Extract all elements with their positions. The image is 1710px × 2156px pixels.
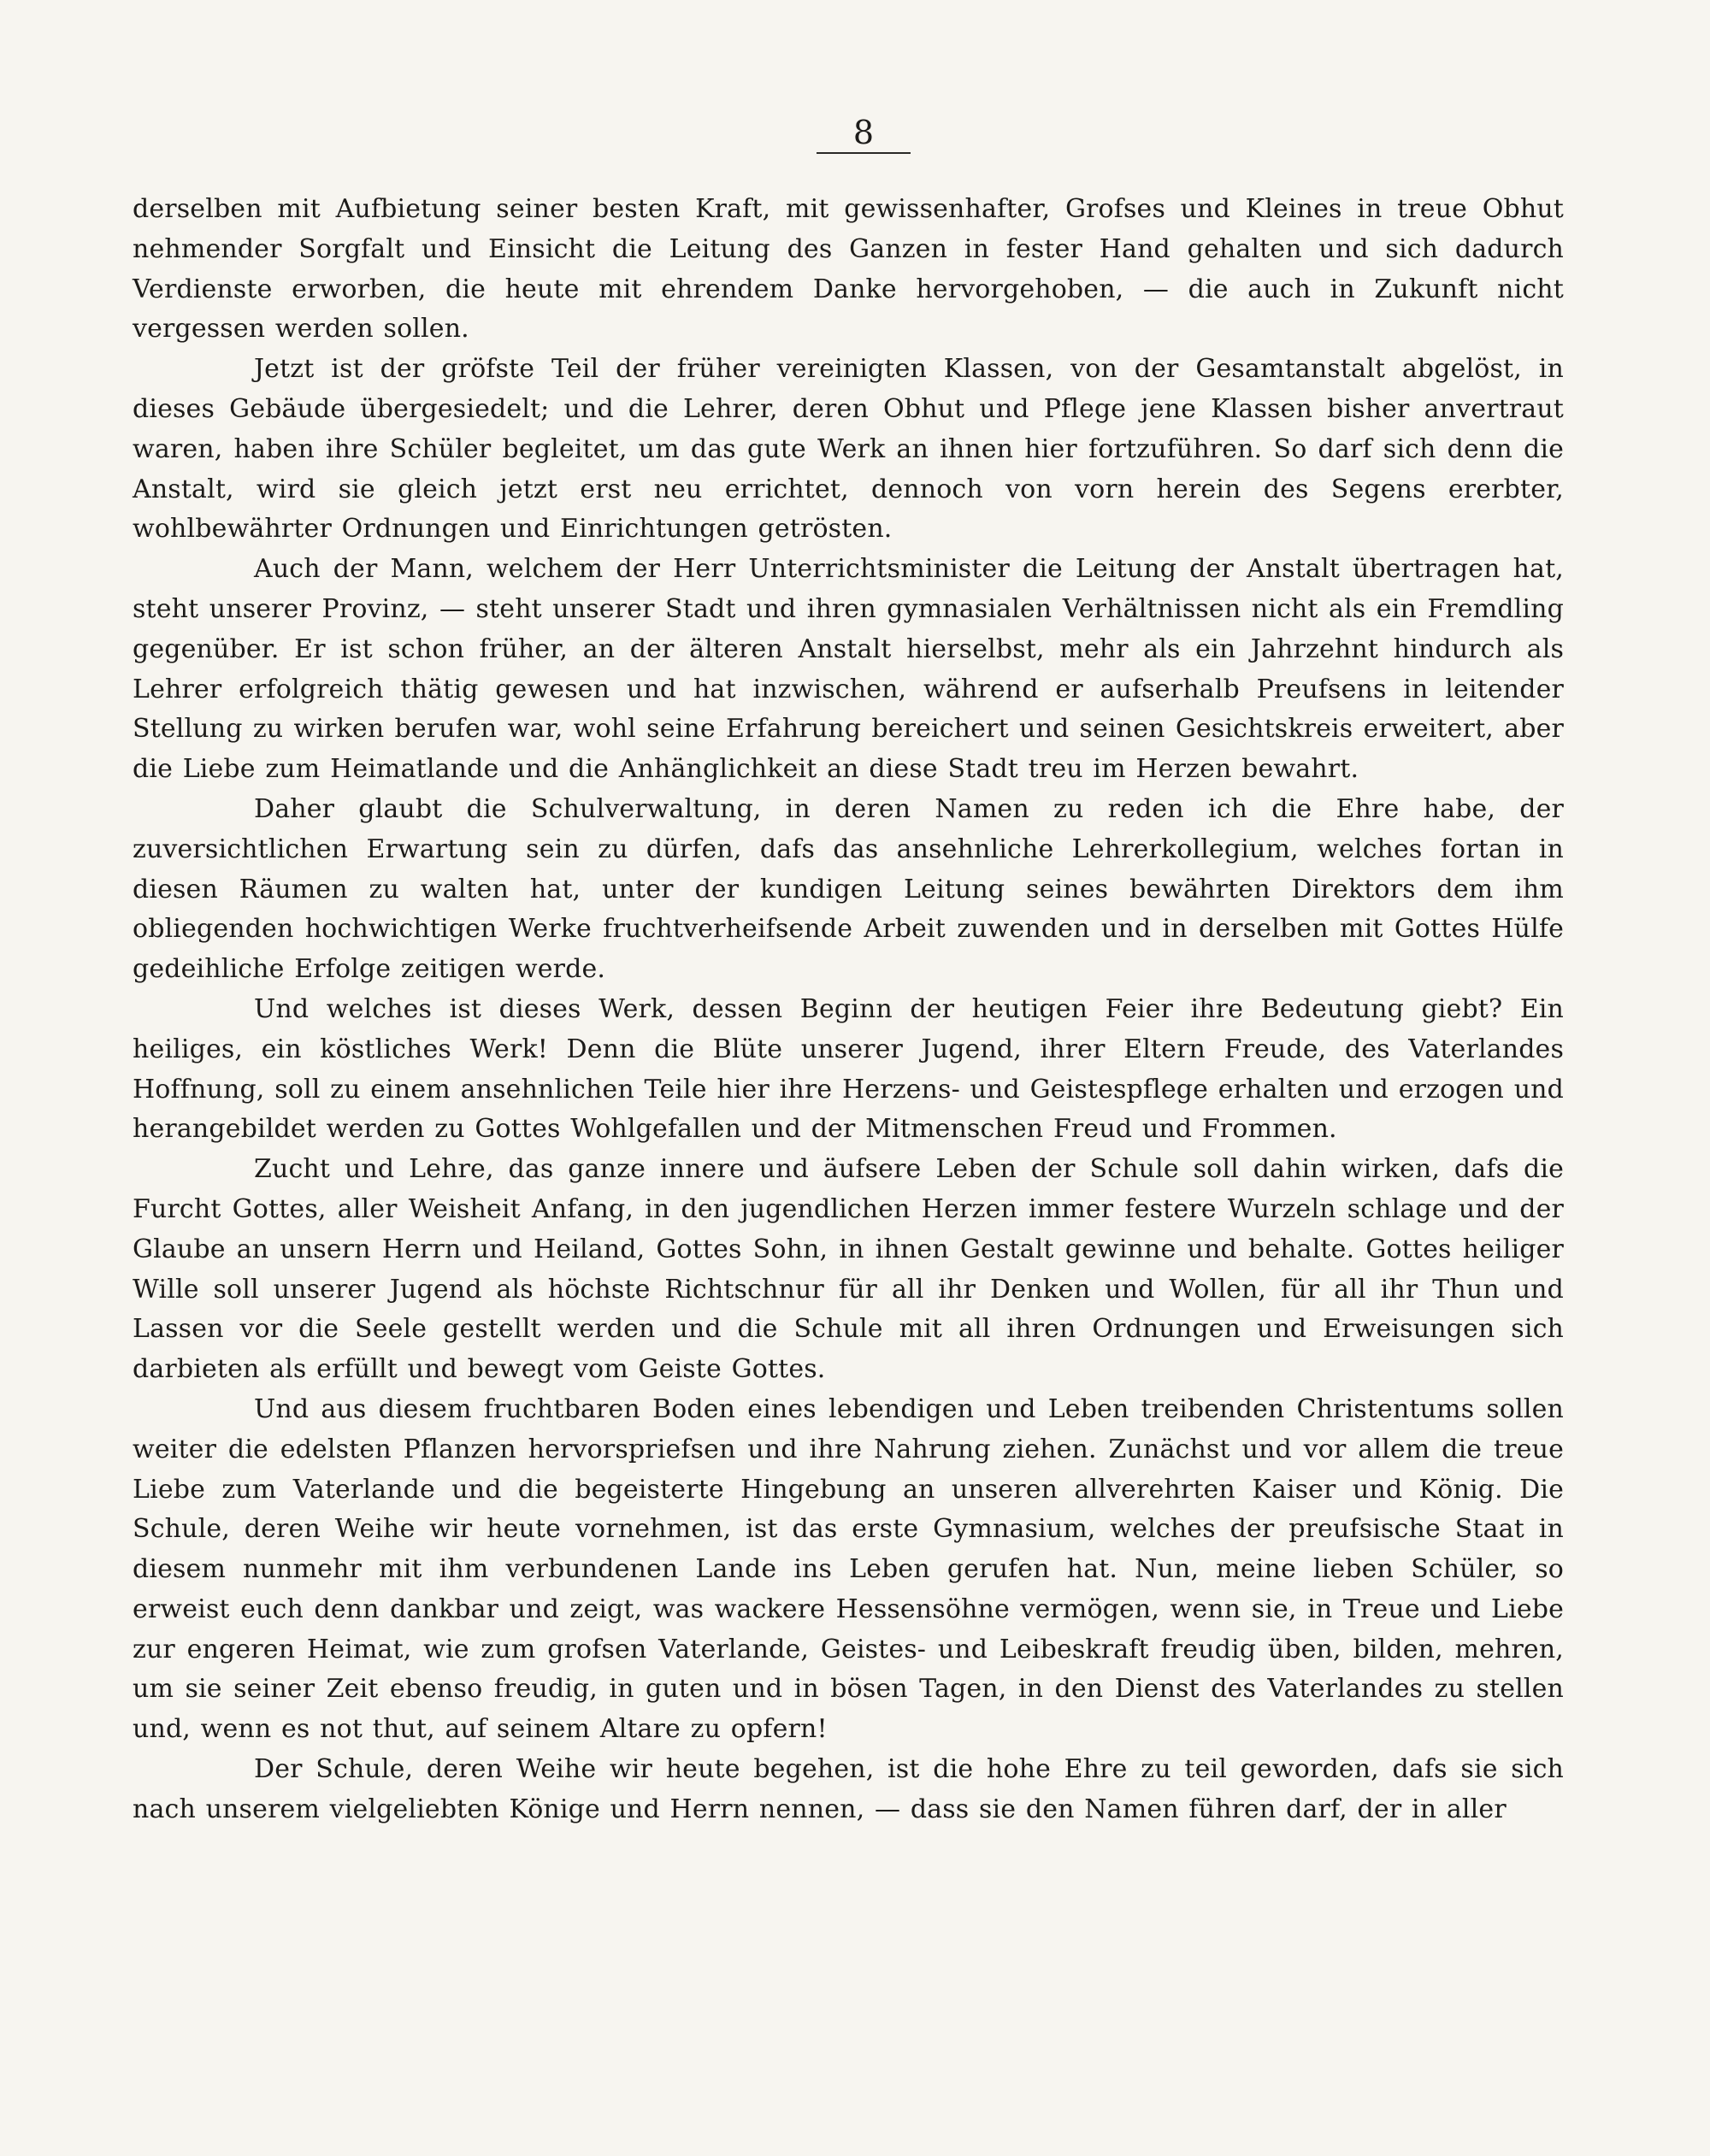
paragraph-7: Und aus diesem fruchtbaren Boden eines lebendigen und Leben treibenden Christentums sollen weiter die edelsten Pflanzen hervorspriefsen und ihre Nahrung ziehen. Zunächst und vor allem die treue Liebe zum Vaterlande und die begeisterte Hingebung an unseren allverehrten Kaiser und König. Die Schule, deren Weihe wir heute vornehmen, ist das erste Gymnasium, welches der preufsische Staat in diesem nunmehr mit ihm verbundenen Lande ins Leben gerufen hat. Nun, meine lieben Schüler, so erweist euch denn dankbar und zeigt, was wackere Hessensöhne vermögen, wenn sie, in Treue und Liebe zur engeren Heimat, wie zum grofsen Vaterlande, Geistes- und Leibeskraft freudig üben, bilden, mehren, um sie seiner Zeit ebenso freudig, in guten und in bösen Tagen, in den Dienst des Vaterlandes zu stellen und, wenn es not thut, auf seinem Altare zu opfern! bbox=[133, 1393, 1564, 1745]
paragraph-1: derselben mit Aufbietung seiner besten Kraft, mit gewissenhafter, Grofses und Kleines in treue Obhut nehmender Sorgfalt und Einsicht die Leitung des Ganzen in fester Hand gehalten und sich dadurch Verdienste erworben, die heute mit ehrendem Danke hervorgehoben, — die auch in Zukunft nicht vergessen werden sollen. bbox=[133, 194, 1564, 345]
paragraph-3: Auch der Mann, welchem der Herr Unterrichtsminister die Leitung der Anstalt übertragen hat, steht unserer Provinz, — steht unserer Stadt und ihren gymnasialen Verhältnissen nicht als ein Fremdling gegenüber. Er ist schon früher, an der älteren Anstalt hierselbst, mehr als ein Jahrzehnt hindurch als Lehrer erfolgreich thätig gewesen und hat inzwischen, während er aufserhalb Preufsens in leitender Stellung zu wirken berufen war, wohl seine Erfahrung bereichert und seinen Gesichtskreis erweitert, aber die Liebe zum Heimatlande und die Anhänglichkeit an diese Stadt treu im Herzen bewahrt. bbox=[133, 554, 1564, 785]
paragraph-5: Und welches ist dieses Werk, dessen Beginn der heutigen Feier ihre Bedeutung giebt? Ein heiliges, ein köstliches Werk! Denn die Blüte unserer Jugend, ihrer Eltern Freude, des Vaterlandes Hoffnung, soll zu einem ansehnlichen Teile hier ihre Herzens- und Geistespflege erhalten und erzogen und herangebildet werden zu Gottes Wohlgefallen und der Mitmenschen Freud und Frommen. bbox=[133, 993, 1564, 1145]
paragraph-4: Daher glaubt die Schulverwaltung, in deren Namen zu reden ich die Ehre habe, der zuversichtlichen Erwartung sein zu dürfen, dafs das ansehnliche Lehrerkollegium, welches fortan in diesen Räumen zu walten hat, unter der kundigen Leitung seines bewährten Direktors dem ihm obliegenden hochwichtigen Werke fruchtverheifsende Arbeit zuwenden und in derselben mit Gottes Hülfe gedeihliche Erfolge zeitigen werde. bbox=[133, 793, 1564, 985]
page-number-container bbox=[819, 116, 908, 149]
page-number: 8 bbox=[852, 114, 875, 151]
body-text bbox=[133, 190, 1564, 1830]
paragraph-8: Der Schule, deren Weihe wir heute begehen, ist die hohe Ehre zu teil geworden, dafs sie sich nach unserem vielgeliebten Könige und Herrn nennen, — dass sie den Namen führen darf, der in aller bbox=[133, 1754, 1564, 1824]
paragraph-2: Jetzt ist der gröfste Teil der früher vereinigten Klassen, von der Gesamtanstalt abgelöst, in dieses Gebäude übergesiedelt; und die Lehrer, deren Obhut und Pflege jene Klassen bisher anvertraut waren, haben ihre Schüler begleitet, um das gute Werk an ihnen hier fortzuführen. So darf sich denn die Anstalt, wird sie gleich jetzt erst neu errichtet, dennoch von vorn herein des Segens ererbter, wohlbewährter Ordnungen und Einrichtungen getrösten. bbox=[133, 354, 1564, 545]
page-number-rule bbox=[817, 152, 911, 154]
paragraph-6: Zucht und Lehre, das ganze innere und äufsere Leben der Schule soll dahin wirken, dafs die Furcht Gottes, aller Weisheit Anfang, in den jugendlichen Herzen immer festere Wurzeln schlage und der Glaube an unsern Herrn und Heiland, Gottes Sohn, in ihnen Gestalt gewinne und behalte. Gottes heiliger Wille soll unserer Jugend als höchste Richtschnur für all ihr Denken und Wollen, für all ihr Thun und Lassen vor die Seele gestellt werden und die Schule mit all ihren Ordnungen und Erweisungen sich darbieten als erfüllt und bewegt vom Geiste Gottes. bbox=[133, 1154, 1564, 1385]
